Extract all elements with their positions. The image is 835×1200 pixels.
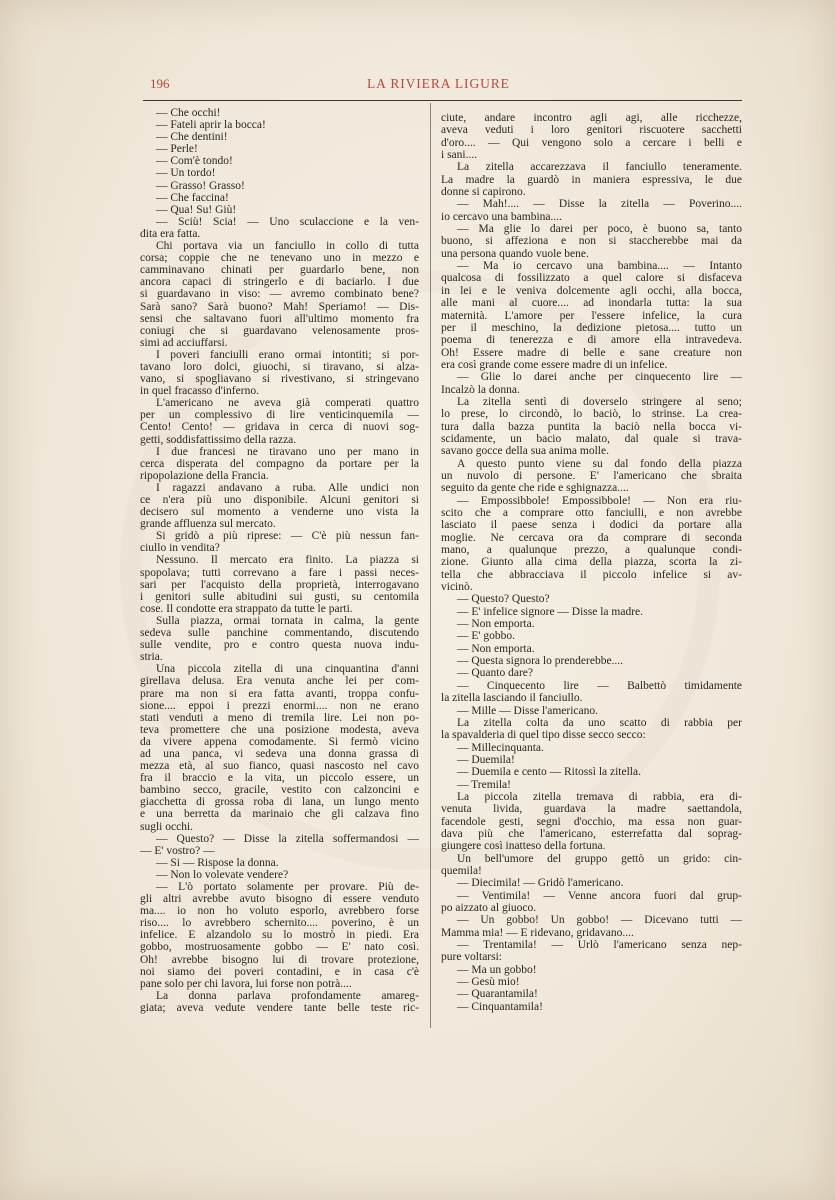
paragraph	[140, 216, 419, 240]
text-line: — Ma io cercavo una bambina.... — Intanto	[457, 260, 742, 273]
text-line: per un complessivo di lire venticinquemila —	[140, 409, 419, 422]
text-line: era così grande come essere madre di un infelice.	[441, 358, 668, 371]
text-line: moglie. Ne cercava ora da comprare di seconda	[441, 531, 742, 544]
text-line: — Diecimila! — Gridò l'americano.	[457, 877, 624, 890]
text-line: — Che occhi!	[156, 107, 221, 119]
text-line: per il meschino, la dedizione pietosa.... tutto un	[441, 321, 742, 334]
paragraph	[441, 593, 742, 605]
text-line: un nuvolo di persone. E' l'americano che sbraita	[441, 469, 742, 482]
text-line: sari per l'acquisto della proprietà, interrogavano	[140, 578, 419, 591]
text-line: I poveri fanciulli erano ormai intontiti; si por-	[156, 348, 419, 361]
text-line: riso.... lo avrebbero schernito.... poverino, è un	[140, 917, 419, 930]
paragraph	[441, 914, 742, 939]
text-line: Nessuno. Il mercato era finito. La piazza si	[156, 554, 419, 567]
text-line: — Non emporta.	[457, 618, 535, 631]
text-line: maternità. L'amore per l'essere infelice, la cura	[441, 309, 742, 322]
text-line: prare ma non si era fatta avanti, troppa confu-	[140, 687, 419, 700]
paragraph	[441, 1001, 742, 1013]
text-line: La zitella accarezzava il fanciullo teneramente.	[457, 161, 742, 174]
paragraph	[140, 446, 419, 482]
paragraph	[140, 143, 419, 155]
text-line: d'oro.... — Qui vengono solo a cercare i belli e	[441, 136, 742, 149]
paragraph	[441, 655, 742, 667]
paragraph	[441, 754, 742, 766]
text-line: dita era fatta.	[140, 227, 201, 240]
text-line: una persona quando vuole bene.	[441, 247, 589, 260]
text-line: — Un gobbo! Un gobbo! — Dicevano tutti —	[457, 914, 742, 927]
text-line: stati venduti a meno di tremila lire. Lei non po-	[140, 711, 419, 724]
text-line: getti, soddisfattissimo della razza.	[140, 433, 297, 446]
text-line: fra il braccio e la vita, un piccolo essere, un	[140, 772, 419, 785]
paragraph	[441, 643, 742, 655]
text-line: decisero sul momento a venderne uno vista la	[140, 506, 419, 519]
paragraph	[441, 853, 742, 878]
text-line: buono, si affeziona e non si staccherebbe mai da	[441, 235, 742, 248]
text-line: Un bell'umore del gruppo gettò un grido: cin-	[457, 852, 742, 865]
paragraph	[441, 618, 742, 630]
text-line: da vivere appena comodamente. Si fermò vicino	[140, 735, 419, 748]
paragraph	[441, 680, 742, 705]
text-line: Incalzò la donna.	[441, 383, 520, 396]
text-line: in lei e le veniva dolcemente agli occhi, alla bocca,	[441, 284, 742, 297]
text-line: — Un tordo!	[156, 167, 216, 180]
text-line: ad una panca, vi sedeva una donna grassa di	[140, 747, 419, 760]
text-line: tella che abbracciava il piccolo infelice si av-	[441, 568, 742, 581]
paragraph	[441, 223, 742, 260]
text-line: Sulla piazza, ormai tornata in calma, la gente	[156, 614, 419, 627]
text-line: seguito da gente che ride e sghignazza....	[441, 482, 629, 495]
paragraph	[140, 482, 419, 530]
text-line: girellava delusa. Era venuta anche lei per com-	[140, 675, 419, 688]
text-line: — Quanto dare?	[457, 667, 533, 680]
text-line: venuta livida, guardava la madre saettandola,	[441, 803, 742, 816]
right-column	[441, 112, 742, 1013]
paragraph	[441, 939, 742, 964]
text-line: grande affluenza sul mercato.	[140, 518, 276, 531]
text-line: i genitori sulle abitudini sui gusti, su centomila	[140, 590, 419, 603]
text-line: — Che dentini!	[156, 131, 228, 144]
text-line: — Questa signora lo prenderebbe....	[457, 655, 624, 668]
text-line: gli altri avrebbe avuto bisogno di essere venduto	[140, 893, 419, 906]
text-line: — L'ò portato solamente per provare. Più de-	[156, 881, 419, 893]
paragraph	[140, 349, 419, 397]
text-line: — Questo? Questo?	[457, 593, 550, 606]
text-line: stria.	[140, 651, 163, 664]
text-line: — Non emporta.	[457, 642, 535, 655]
text-line: donne si capirono.	[441, 186, 526, 199]
text-line: — Mah!.... — Disse la zitella — Poverino....	[457, 198, 742, 211]
text-line: — E' infelice signore — Disse la madre.	[457, 605, 644, 618]
text-line: — Duemila!	[457, 753, 515, 766]
text-line: dava più che l'americano, esterrefatta dal soprag-	[441, 827, 742, 840]
text-line: aveva veduti i loro genitori riscuotere sacchetti	[441, 124, 742, 137]
text-line: tura dalla bazza puntita la baciò nella bocca vi-	[441, 420, 742, 433]
text-line: giacchetta di grossa roba di lana, un lungo mento	[140, 796, 419, 809]
text-line: cerca disperata del compagno da portare per la	[140, 457, 419, 470]
text-line: — Grasso! Grasso!	[156, 179, 245, 192]
text-line: savano gocce della sua anima molle.	[441, 445, 609, 458]
paragraph	[441, 371, 742, 396]
text-line: giungere così inatteso della fortuna.	[441, 840, 606, 853]
paragraph	[140, 119, 419, 131]
paragraph	[140, 155, 419, 167]
paragraph	[441, 396, 742, 458]
text-line: e una berretta da marinaio che gli calzava fino	[140, 808, 419, 821]
text-line: facendole gesti, segni d'occhio, ma essa non guar-	[441, 815, 742, 828]
paragraph	[441, 260, 742, 371]
text-line: — Glie lo darei anche per cinquecento lire —	[457, 371, 742, 384]
text-line: I ragazzi andavano a ruba. Alle undici non	[156, 481, 419, 494]
paragraph	[441, 877, 742, 889]
text-line: — Duemila e cento — Ritossì la zitella.	[457, 766, 641, 779]
text-line: — Cinquecento lire — Balbettò timidamente	[457, 679, 742, 692]
text-line: — Ma glie lo darei per poco, è buono sa, tanto	[457, 223, 742, 236]
text-line: gobbo, mostruosamente gobbo — E' nato così.	[140, 941, 419, 954]
text-line: in quel fracasso d'inferno.	[140, 385, 259, 398]
text-line: — Ventimila! — Venne ancora fuori dal grup-	[457, 889, 742, 902]
text-line: — Empossibbole! Empossibbole! — Non era riu-	[457, 494, 742, 507]
text-line: la spavalderia di quel tipo disse secco secco:	[441, 729, 646, 742]
text-line: si guardavano in viso: — avremo combinato bene?	[140, 288, 419, 301]
text-line: — Com'è tondo!	[156, 155, 233, 168]
text-line: — Perle!	[156, 143, 198, 156]
text-line: mezza età, al suo fianco, quasi nascosto nel cavo	[140, 760, 419, 773]
text-line: sensi che saltavano fuori all'ultimo momento fra	[140, 312, 419, 325]
text-line: coniugi che si guardavano velenosamente pros-	[140, 324, 419, 337]
text-line: camminavano chinati per guardarlo bene, non	[140, 264, 419, 277]
text-line: vicinò.	[441, 581, 473, 594]
text-line: La donna parlava profondamente amareg-	[156, 989, 419, 1002]
text-line: Cento! Cento! — gridava in cerca di nuovi sog-	[140, 421, 419, 434]
paragraph	[441, 742, 742, 754]
text-line: Oh! avrebbe bisogno lui di trovare protezione,	[140, 953, 419, 966]
paragraph	[140, 663, 419, 832]
paragraph	[441, 964, 742, 976]
paragraph	[140, 833, 419, 857]
text-line: quemila!	[441, 864, 482, 877]
text-line: ma.... io non ho voluto esporlo, avrebbero forse	[140, 905, 419, 918]
paragraph	[441, 988, 742, 1000]
paragraph	[441, 766, 742, 778]
paragraph	[140, 167, 419, 179]
text-line: noi siamo dei poveri contadini, e in casa c'è	[140, 965, 419, 978]
paragraph	[140, 204, 419, 216]
text-line: — Millecinquanta.	[457, 741, 544, 754]
text-line: pure voltarsi:	[441, 951, 502, 964]
column-divider	[430, 103, 431, 1028]
text-line: cose. Il condotte era strappato da tutte le parti.	[140, 602, 353, 615]
text-line: scito che a comprare otto fanciulli, e non avrebbe	[441, 507, 742, 519]
paragraph	[441, 606, 742, 618]
paragraph	[140, 615, 419, 663]
paragraph	[140, 107, 419, 119]
text-line: — Qua! Su! Giù!	[156, 203, 237, 216]
text-line: mano, a qualunque prezzo, a qualunque condi-	[441, 544, 742, 557]
text-line: lo prese, lo circondò, lo baciò, lo strinse. La crea-	[441, 408, 742, 421]
text-line: sione.... eppoi i prezzi enormi.... non ne erano	[140, 699, 419, 712]
paragraph	[441, 976, 742, 988]
page-number: 196	[150, 76, 170, 91]
text-line: qualcosa di fossilizzato a quel calore si disfaceva	[441, 272, 742, 285]
paragraph	[140, 131, 419, 143]
text-line: bambino secco, gracile, vestito con calzoncini e	[140, 784, 419, 797]
text-line: — Mille — Disse l'americano.	[457, 704, 598, 717]
text-line: — Quarantamila!	[457, 988, 538, 1001]
text-line: — Questo? — Disse la zitella soffermandosi —	[156, 832, 419, 845]
text-line: — E' vostro? —	[140, 844, 215, 857]
text-line: teva promettere che una posizione modesta, aveva	[140, 723, 419, 736]
text-line: — Si — Rispose la donna.	[156, 856, 279, 869]
running-title: LA RIVIERA LIGURE	[367, 76, 510, 91]
text-line: — Non lo volevate vendere?	[156, 868, 289, 881]
header-rule	[143, 100, 742, 101]
text-line: Si gridò a più riprese: — C'è più nessun fan-	[156, 530, 419, 543]
text-line: La piccola zitella tremava di rabbia, era di-	[457, 790, 742, 803]
paragraph	[441, 112, 742, 161]
text-line: Mamma mia! — E ridevano, gridavano....	[441, 926, 634, 939]
text-line: spopolava; tutti correvano a fare i passi neces-	[140, 566, 419, 579]
paragraph	[441, 495, 742, 594]
text-line: i sani....	[441, 149, 478, 162]
left-column	[140, 107, 419, 1014]
paragraph	[441, 791, 742, 853]
text-line: giata; aveva vedute vendere tante belle teste ric-	[140, 1001, 419, 1014]
text-line: io cercavo una bambina....	[441, 210, 563, 223]
text-line: — Tremila!	[457, 778, 511, 791]
text-line: ciute, andare incontro agli agi, alle ricchezze,	[441, 112, 742, 124]
paragraph	[441, 161, 742, 198]
text-line: vano, si spogliavano si rivestivano, si stringevano	[140, 373, 419, 386]
paragraph	[441, 890, 742, 915]
text-line: — Trentamila! — Urlò l'americano senza nep-	[457, 939, 742, 952]
text-line: — Gesù mio!	[457, 976, 520, 989]
paragraph	[441, 705, 742, 717]
text-line: corsa; coppie che ne tenevano uno in mezzo e	[140, 252, 419, 265]
text-line: L'americano ne aveva già comperati quattro	[156, 397, 419, 410]
text-line: sugli occhi.	[140, 820, 194, 833]
text-line: po aizzato al giuoco.	[441, 902, 537, 914]
text-line: — Sciù! Scia! — Uno sculaccione e la ven-	[156, 215, 419, 228]
text-line: — Cinquantamila!	[457, 1000, 543, 1013]
text-line: Sarà sano? Sarà buono? Mah! Speriamo! — Dis-	[140, 300, 419, 313]
text-line: La madre la guardò in maniera espressiva, le due	[441, 173, 742, 186]
text-line: — E' gobbo.	[457, 630, 515, 643]
text-line: La zitella colta da uno scatto di rabbia per	[457, 716, 742, 729]
paragraph	[441, 717, 742, 742]
text-line: sedeva sulle panchine commentando, discutendo	[140, 627, 419, 640]
text-line: La zitella sentì di doverselo stringere al seno;	[457, 395, 742, 408]
text-line: simi ad acciuffarsi.	[140, 336, 228, 349]
text-line: Chi portava via un fanciullo in collo di tutta	[156, 240, 419, 253]
text-line: poema di tenerezza e di amore ella intravedeva.	[441, 334, 742, 347]
text-line: I due francesi ne tiravano uno per mano in	[156, 445, 419, 458]
paragraph	[140, 554, 419, 614]
text-line: ce n'era più uno disponibile. Alcuni genitori si	[140, 494, 419, 506]
text-line: — Fateli aprir la bocca!	[156, 119, 266, 132]
text-line: la zitella lasciando il fanciullo.	[441, 692, 583, 705]
text-line: A questo punto viene su dal fondo della piazza	[457, 457, 742, 470]
text-line: zione. Giunto alla cima della piazza, scorta la zi-	[441, 556, 742, 569]
text-line: ripopolazione della Francia.	[140, 469, 269, 482]
paragraph	[140, 180, 419, 192]
text-line: lasciato il paese senza i dodici da portare alla	[441, 519, 742, 532]
paragraph	[140, 240, 419, 349]
paragraph	[441, 779, 742, 791]
text-line: sulle vendite, pro e contro questa nuova indu-	[140, 639, 419, 652]
text-line: tavano loro dolci, giuochi, si tiravano, si alza-	[140, 360, 419, 373]
paragraph	[140, 869, 419, 881]
paragraph	[140, 192, 419, 204]
paragraph	[441, 667, 742, 679]
paragraph	[441, 198, 742, 223]
paragraph	[140, 857, 419, 869]
text-line: ciullo in vendita?	[140, 542, 220, 555]
text-line: Una piccola zitella di una cinquantina d'anni	[156, 663, 419, 676]
paragraph	[140, 881, 419, 990]
text-line: — Che faccina!	[156, 191, 229, 204]
paragraph	[140, 530, 419, 554]
text-line: — Ma un gobbo!	[457, 963, 537, 976]
paragraph	[140, 990, 419, 1014]
text-line: pane solo per chi lavora, lui forse non potrà....	[140, 977, 352, 990]
text-line: ancora capaci di stringerlo e di baciarlo. I due	[140, 276, 419, 289]
text-line: scidamente, un bacio malato, dal quale si trava-	[441, 432, 742, 445]
paragraph	[441, 630, 742, 642]
text-line: Oh! Essere madre di belle e sane creature non	[441, 346, 742, 359]
paragraph	[140, 397, 419, 445]
paragraph	[441, 458, 742, 495]
text-line: alle mani al cuore.... ad inondarla tutta: la sua	[441, 297, 742, 310]
text-line: infelice. E alzandolo su lo mostrò in piedi. Era	[140, 929, 419, 942]
